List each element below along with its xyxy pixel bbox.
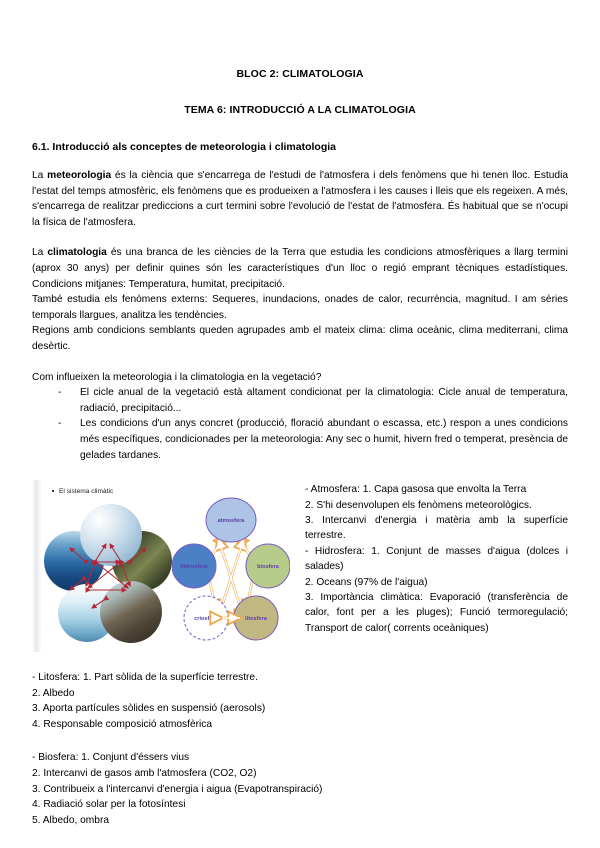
bullet-square-icon [52,490,54,492]
page-title-main: BLOC 2: CLIMATOLOGIA [236,68,364,80]
sphere-label-litosfera: litosfera [245,616,267,623]
slide-title [52,488,113,495]
list-item: - Les condicions d'un anys concret (producció, floració abundant o escassa, etc.) respon a unes condicions més específiques, condicionades per la meteorologia: Any sec o humit, hivern fred o temperat, presència de gelades tardanes. [58,416,568,463]
paragraph-fenomens-externs: També estudia els fenòmens externs: Sequeres, inundacions, onades de calor, recurrència, magnitud. I am sèries temporals llargues, analitza les tendències. [32,294,568,321]
collage-arrow-network [44,504,172,646]
atmosfera-note-line: 2. S'hi desenvolupen els fenòmens meteorològics. [305,499,532,511]
slide-notes-column [293,480,568,636]
slide-and-notes-row [32,463,568,652]
litosfera-block [32,652,568,732]
slide-left-edge [32,480,41,652]
litosfera-line: 2. Albedo [32,687,75,699]
climate-system-slide-image [32,480,293,652]
sphere-label-criosfera: criosfera [194,616,218,623]
climatologia-rest: és una branca de les ciències de la Terra que estudia les condicions atmosfèriques a llarg termini (aprox 30 anys) per definir quines són les característiques d'un lloc o regió emprant tècniques estadístiques. Condicions mitjanes: Temperatura, humitat, precipitació. [32,247,568,290]
litosfera-line: 3. Aporta partícules sòlides en suspensió (aerosols) [32,703,266,715]
biosfera-line: 5. Albedo, ombra [32,814,110,826]
question-prompt: Com influeixen la meteorologia i la climatologia en la vegetació? [32,371,322,383]
litosfera-line: - Litosfera: 1. Part sòlida de la superfície terrestre. [32,672,258,684]
climatologia-term: climatologia [47,247,107,259]
slide-title-text: El sistema climàtic [59,488,114,496]
climatologia-lead: La [32,247,48,259]
question-list [32,385,568,463]
biosfera-line: 3. Contribueix a l'intercanvi d'energia i aigua (Evapotranspiració) [32,783,323,795]
paragraph-meteorologia [32,153,568,230]
hidrosfera-note-line: 3. Importància climàtica: Evaporació (transferència de calor, font per a les pluges); Funció termoregulació; Transport de calor( corrents oceàniques) [305,591,568,634]
sphere-label-hidrosfera: hidrosfera [180,564,208,571]
sphere-interaction-diagram [172,494,290,646]
page-title-sub: TEMA 6: INTRODUCCIÓ A LA CLIMATOLOGIA [184,104,416,116]
meteorologia-term: meteorologia [47,170,112,181]
atmosfera-note-line: - Atmosfera: 1. Capa gasosa que envolta la Terra [305,484,527,496]
atmosfera-note-line: 3. Intercanvi d'energia i matèria amb la superfície terrestre. [305,514,568,542]
biosfera-line: - Biosfera: 1. Conjunt d'éssers vius [32,752,190,764]
list-item: - El cicle anual de la vegetació està altament condicionat per la climatologia: Cicle anual de temperatura, radiació, precipitació... [58,385,568,416]
sphere-label-atmosfera: atmosfera [217,518,245,525]
section-heading: 6.1. Introducció als conceptes de meteorologia i climatologia [32,141,336,153]
biosfera-line: 4. Radiació solar per la fotosíntesi [32,799,186,811]
photo-collage [44,504,172,646]
meteorologia-lead: La [32,170,48,181]
meteorologia-rest: és la ciència que s'encarrega de l'estudi de l'atmosfera i dels fenòmens que hi tenen lloc. Estudia l'estat del temps atmosfèric, els fenòmens que es produeixen a l'atmosfera i les causes i lleis que els regeixen. A més, s'encarrega de realitzar prediccions a curt termini sobre l'evolució de l'estat de l'atmosfera. És habitual que se n'ocupi la física de l'atmosfera. [32,170,568,228]
hidrosfera-note-line: - Hidrosfera: 1. Conjunt de masses d'aigua (dolces i salades) [305,545,568,573]
paragraph-climatologia [32,230,568,292]
hidrosfera-note-line: 2. Oceans (97% de l'aigua) [305,576,428,588]
litosfera-line: 4. Responsable composició atmosfèrica [32,718,213,730]
biosfera-block [32,732,568,828]
biosfera-line: 2. Intercanvi de gasos amb l'atmosfera (CO2, O2) [32,768,257,780]
paragraph-regions: Regions amb condicions semblants queden agrupades amb el mateix clima: clima oceànic, clima mediterrani, clima desèrtic. [32,325,568,352]
sphere-label-biosfera: biosfera [257,564,279,571]
